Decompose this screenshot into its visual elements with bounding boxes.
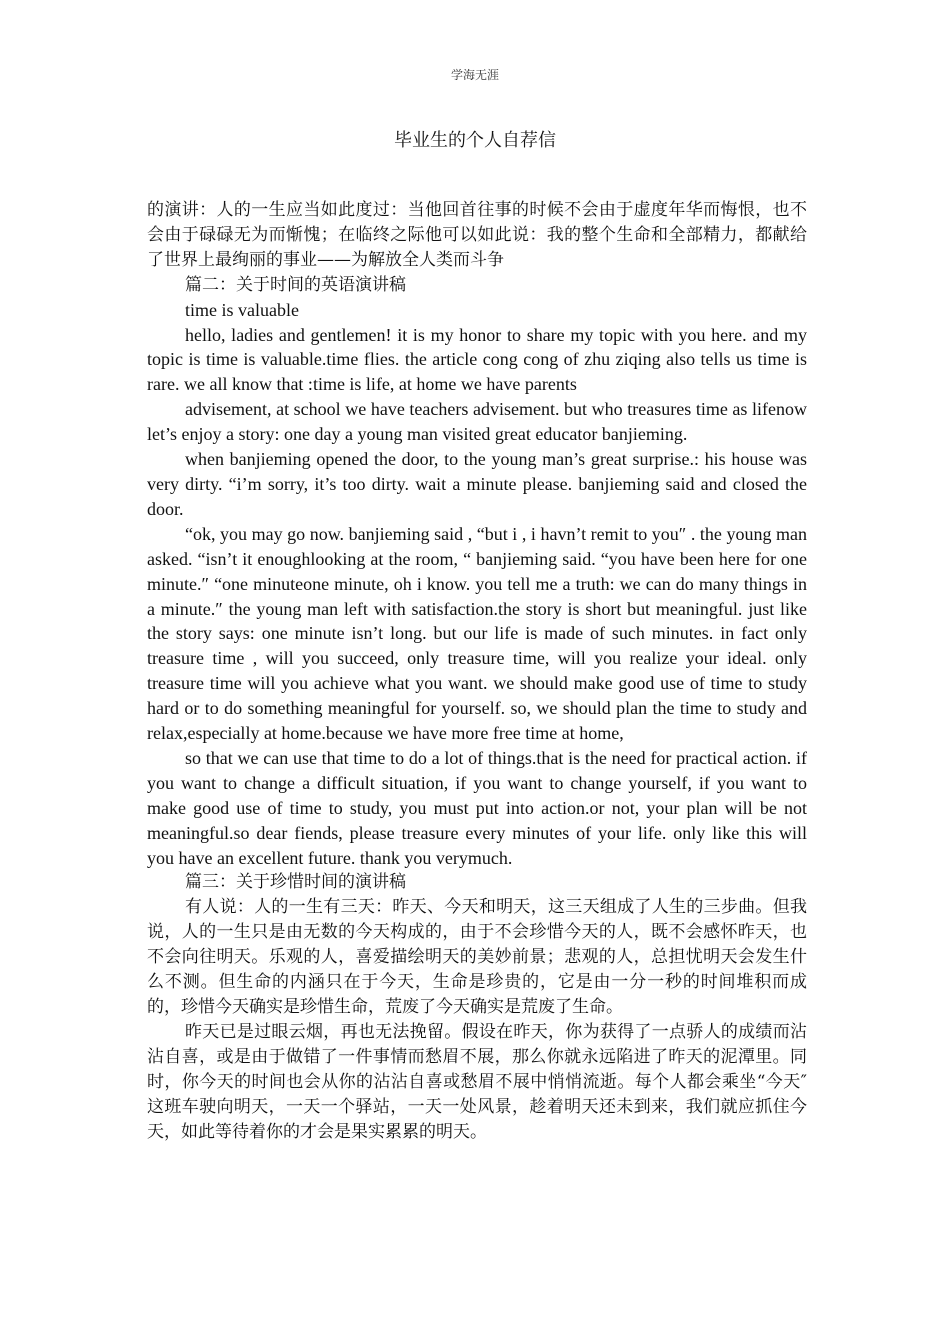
page-header: 学海无涯 <box>450 68 499 82</box>
section-heading-part-three: 篇三：关于珍惜时间的演讲稿 <box>185 872 406 893</box>
paragraph-english-2: advisement, at school we have teachers advisement. but who treasures time as lifenow let’s enjoy a story: one day a young man visited great educator banjieming. <box>147 399 807 445</box>
section-heading-part-two: 篇二：关于时间的英语演讲稿 <box>185 274 406 295</box>
paragraph-speech-ending: 的演讲：人的一生应当如此度过：当他回首往事的时候不会由于虚度年华而悔恨，也不会由于碌碌无为而惭愧；在临终之际他可以如此说：我的整个生命和全部精力，都献给了世界上最绚丽的事业——为解放全人类而斗争 <box>147 200 807 270</box>
page-title: 毕业生的个人自荐信 <box>394 130 556 151</box>
paragraph-english-1: hello, ladies and gentlemen! it is my honor to share my topic with you here. and my topic is time is valuable.time flies. the article cong cong of zhu ziqing also tells us time is rare. we all know that :time is life, at home we have parents <box>147 324 807 395</box>
paragraph-english-4: “ok, you may go now. banjieming said , “but i , i havn’t remit to you″ . the young man asked. “isn’t it enoughlooking at the room, “ banjieming said. “you have been here for one minute.″ “one minuteone minute, oh i know. you tell me a truth: we can do many things in a minute.″ the young man left with satisfaction.the story is short but meaningful. just like the story says: one minute isn’t long. but our life is made of such minutes. in fact only treasure time , will you succeed, only treasure time, will you realize your ideal. only treasure time will you achieve what you want. we should make good use of time to study hard or to do something meaningful for yourself. so, we should plan the time to study and relax,especially at home.because we have more free time at home, <box>147 523 807 744</box>
document-body <box>147 198 807 1144</box>
speech-title-english: time is valuable <box>185 299 299 320</box>
paragraph-chinese-1: 有人说：人的一生有三天：昨天、今天和明天，这三天组成了人生的三步曲。但我说，人的一生只是由无数的今天构成的，由于不会珍惜今天的人，既不会感怀昨天，也不会向往明天。乐观的人，喜爱描绘明天的美妙前景；悲观的人，总担忧明天会发生什么不测。但生命的内涵只在于今天，生命是珍贵的，它是由一分一秒的时间堆积而成的，珍惜今天确实是珍惜生命，荒废了今天确实是荒废了生命。 <box>147 897 807 1017</box>
paragraph-english-5: so that we can use that time to do a lot of things.that is the need for practical action. if you want to change a difficult situation, if you want to change yourself, if you want to make good use of time to study, you must put into action.or not, your plan will be not meaningful.so dear fiends, please treasure every minutes of your life. only like this will you have an excellent future. thank you verymuch. <box>147 747 807 868</box>
paragraph-chinese-2: 昨天已是过眼云烟，再也无法挽留。假设在昨天，你为获得了一点骄人的成绩而沾沾自喜，或是由于做错了一件事情而愁眉不展，那么你就永远陷进了昨天的泥潭里。同时，你今天的时间也会从你的沾沾自喜或愁眉不展中悄悄流逝。每个人都会乘坐“今天″这班车驶向明天，一天一个驿站，一天一处风景，趁着明天还未到来，我们就应抓住今天，如此等待着你的才会是果实累累的明天。 <box>147 1021 807 1142</box>
paragraph-english-3: when banjieming opened the door, to the young man’s great surprise.: his house was very dirty. “i’m sorry, it’s too dirty. wait a minute please. banjieming said and closed the door. <box>147 449 807 519</box>
